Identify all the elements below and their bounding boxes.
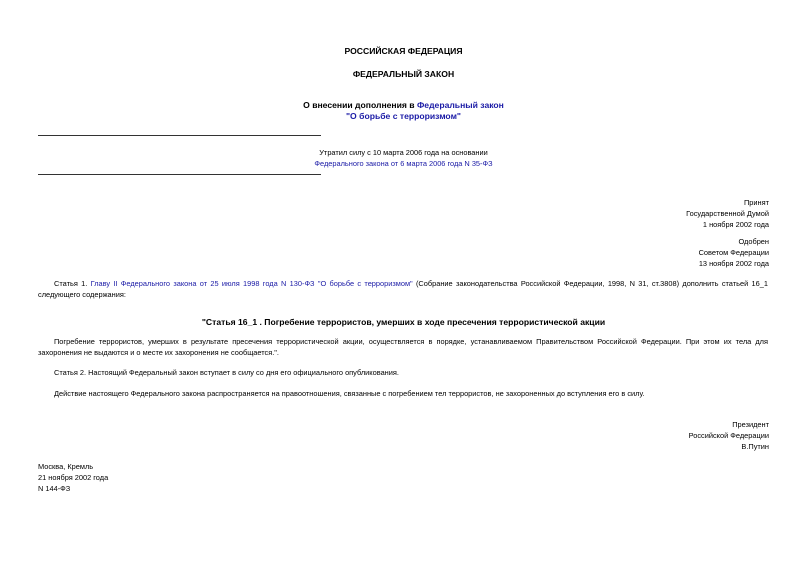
approved-line: Одобрен — [738, 237, 769, 246]
sign-date: 21 ноября 2002 года — [38, 473, 109, 482]
article-1-link[interactable]: Главу II Федерального закона от 25 июля 1998 года N 130-ФЗ "О борьбе с терроризмом" — [90, 279, 413, 288]
signature-title: Президент — [732, 420, 769, 429]
approved-block — [699, 236, 769, 269]
divider-bottom — [38, 174, 321, 175]
signature-name: В.Путин — [741, 442, 769, 451]
approved-body: Советом Федерации — [698, 248, 769, 257]
effect-paragraph: Действие настоящего Федерального закона распространяется на правоотношения, связанные с погребением тел террористов, не захороненных до вступления его в силу. — [54, 389, 645, 398]
place: Москва, Кремль — [38, 462, 94, 471]
article-16-1-body: Погребение террористов, умерших в результате пресечения террористической акции, осуществляется в порядке, устанавливаемом Правительством Российской Федерации. При этом их тела для захоронения не выдаются и о месте их захоронения не сообщается.". — [38, 337, 768, 357]
article-16-1-heading: "Статья 16_1 . Погребение террористов, умерших в ходе пресечения террористической акции — [201, 317, 606, 327]
place-date-block — [38, 461, 108, 494]
doc-type-heading: ФЕДЕРАЛЬНЫЙ ЗАКОН — [352, 69, 455, 79]
adopted-line: Принят — [743, 198, 769, 207]
title-law-link[interactable]: Федеральный закон — [416, 100, 504, 110]
adopted-date: 1 ноября 2002 года — [702, 220, 769, 229]
signature-block — [689, 419, 769, 452]
divider-top — [38, 135, 321, 136]
adopted-block — [686, 197, 769, 230]
approved-date: 13 ноября 2002 года — [698, 259, 769, 268]
law-number: N 144-ФЗ — [38, 484, 71, 493]
article-1-suffix: (Собрание законодательства Российской Федерации, 1998, N 31, ст.3808) дополнить статьей 16_1 следующего содержания: — [38, 279, 768, 299]
article-2: Статья 2. Настоящий Федеральный закон вступает в силу со дня его официального опубликования. — [54, 368, 399, 377]
repeal-law-link[interactable]: Федерального закона от 6 марта 2006 года N 35-ФЗ — [314, 159, 493, 168]
article-1-prefix: Статья 1. — [54, 279, 91, 288]
document-title — [0, 100, 807, 110]
signature-country: Российской Федерации — [688, 431, 769, 440]
status-line: Утратил силу с 10 марта 2006 года на основании — [319, 148, 488, 157]
article-1 — [38, 278, 768, 300]
title-prefix: О внесении дополнения в — [303, 100, 417, 110]
adopted-body: Государственной Думой — [686, 209, 769, 218]
title-law-name-link[interactable]: "О борьбе с терроризмом" — [345, 111, 462, 121]
country-heading: РОССИЙСКАЯ ФЕДЕРАЦИЯ — [344, 46, 463, 56]
